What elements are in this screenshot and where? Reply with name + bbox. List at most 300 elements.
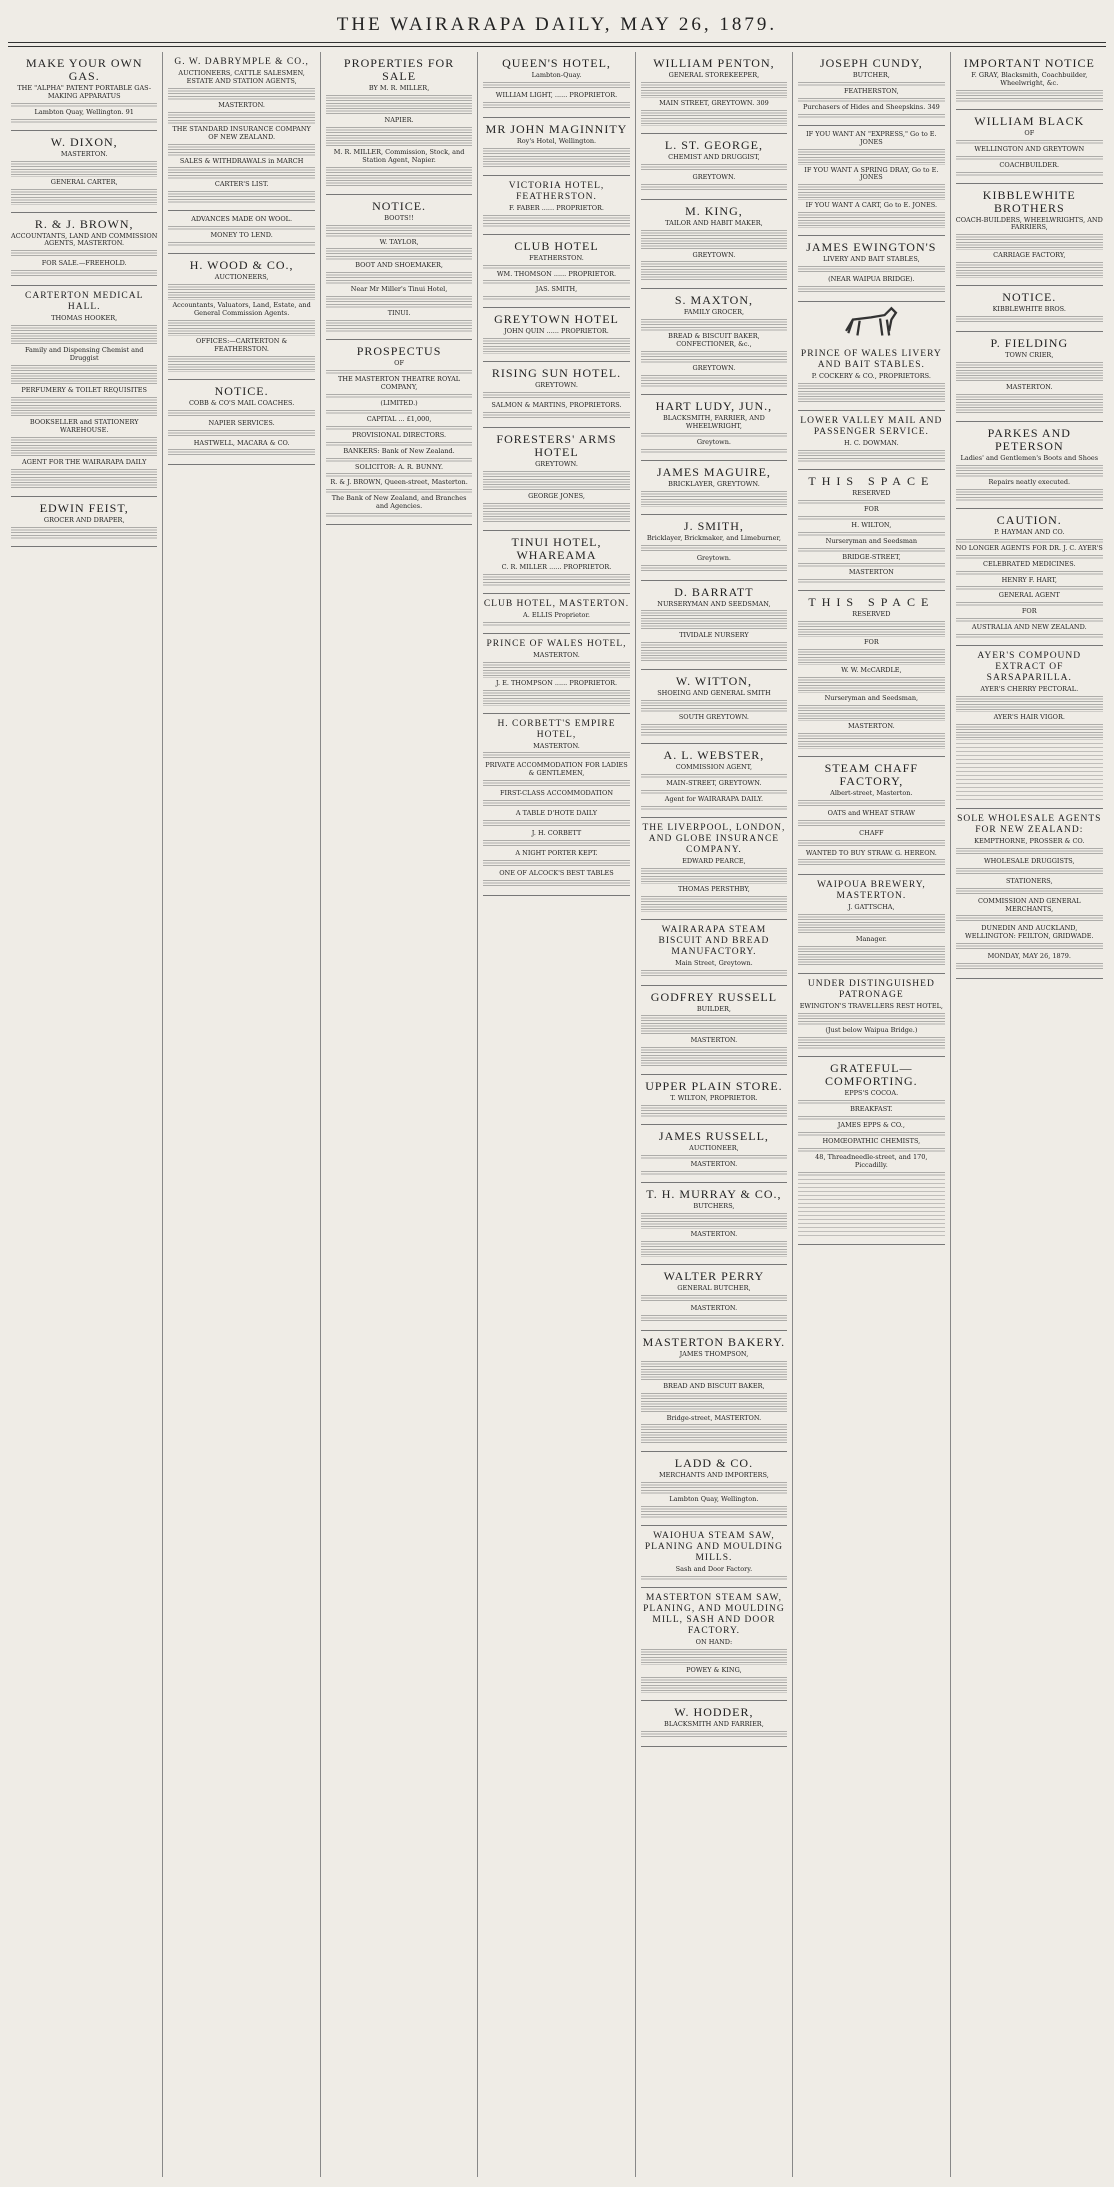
advertisement-heading: UPPER PLAIN STORE. xyxy=(645,1079,783,1094)
body-text-block xyxy=(483,820,629,828)
advertisement-line: TAILOR AND HABIT MAKER, xyxy=(665,218,763,227)
advertisement-heading: VICTORIA HOTEL, FEATHERSTON. xyxy=(508,180,605,202)
advertisement-line: THOMAS PERSTHBY, xyxy=(677,884,750,893)
advertisement-heading: S. MAXTON, xyxy=(674,293,753,308)
body-text-block xyxy=(11,103,157,107)
advertisement-line: T. WILTON, PROPRIETOR. xyxy=(670,1094,758,1103)
advertisement-line: EPPS'S COCOA. xyxy=(844,1089,899,1098)
body-text-block xyxy=(483,280,629,284)
body-text-block xyxy=(483,503,629,523)
body-text-block xyxy=(483,215,629,227)
advertisement-line: 48, Threadneedle-street, and 170, Piccadilly. xyxy=(815,1152,928,1169)
advertisement-line: COMMISSION AND GENERAL MERCHANTS, xyxy=(978,896,1081,913)
body-text-block xyxy=(168,191,314,203)
advertisement-line: The Bank of New Zealand, and Branches and Agencies. xyxy=(331,494,467,511)
body-text-block xyxy=(641,319,787,331)
body-text-block xyxy=(798,286,944,294)
advertisement-line: Greytown. xyxy=(696,553,731,562)
body-text-block xyxy=(798,1037,944,1049)
body-text-block xyxy=(168,430,314,438)
advertisement-line: KEMPTHORNE, PROSSER & CO. xyxy=(974,836,1085,845)
body-text-block xyxy=(326,473,472,477)
masthead-rule-2 xyxy=(8,46,1106,47)
advertisement-line: THE "ALPHA" PATENT PORTABLE GAS-MAKING APPARATUS xyxy=(17,84,152,100)
body-text-block xyxy=(641,1393,787,1413)
body-text-block xyxy=(326,426,472,430)
body-text-block xyxy=(798,1100,944,1104)
advertisement-heading: CAUTION. xyxy=(996,512,1062,527)
advertisement-line: Albert-street, Masterton. xyxy=(830,788,913,797)
body-text-block xyxy=(641,610,787,630)
advertisement-line: TIVIDALE NURSERY xyxy=(679,631,749,640)
advertisement-line: FAMILY GROCER, xyxy=(683,308,745,317)
body-text-block xyxy=(798,82,944,86)
advertisement xyxy=(641,515,787,581)
advertisement-line: BUTCHER, xyxy=(852,71,890,79)
advertisement xyxy=(326,340,472,525)
advertisement xyxy=(956,286,1103,332)
advertisement xyxy=(641,461,787,515)
body-text-block xyxy=(326,394,472,398)
advertisement-line: COBB & CO'S MAIL COACHES. xyxy=(188,398,295,407)
advertisement-heading: W. WITTON, xyxy=(675,674,752,689)
advertisement-line: GROCER AND DRAPER, xyxy=(43,515,125,524)
body-text-block xyxy=(483,296,629,300)
body-text-block xyxy=(956,555,1103,559)
body-text-block xyxy=(641,700,787,712)
body-text-block xyxy=(641,230,787,250)
advertisement-heading: GREYTOWN HOTEL xyxy=(494,312,619,327)
advertisement-line: Family and Dispensing Chemist and Druggist xyxy=(24,346,144,363)
column-6 xyxy=(793,52,950,2177)
advertisement-heading: LADD & CO. xyxy=(674,1456,754,1471)
advertisement-line: M. R. MILLER, Commission, Stock, and Station Agent, Napier. xyxy=(333,147,465,164)
advertisement-line: J. E. THOMPSON ...... PROPRIETOR. xyxy=(495,678,618,687)
body-text-block xyxy=(483,662,629,678)
advertisement-line: THE STANDARD INSURANCE COMPANY OF NEW ZEALAND. xyxy=(172,124,311,141)
advertisement xyxy=(956,52,1103,110)
advertisement-line: GREYTOWN. xyxy=(535,381,578,390)
advertisement-heading: MR JOHN MAGINNITY xyxy=(485,121,628,136)
advertisement-line: SALES & WITHDRAWALS in MARCH xyxy=(179,156,304,165)
advertisement-line: WHOLESALE DRUGGISTS, xyxy=(983,856,1075,865)
advertisement-line: THOMAS HOOKER, xyxy=(51,314,118,323)
body-text-block xyxy=(798,859,944,867)
advertisement xyxy=(641,1265,787,1331)
advertisement xyxy=(483,714,629,896)
body-text-block xyxy=(798,1116,944,1120)
advertisement xyxy=(641,1526,787,1588)
advertisement-line: P. COCKERY & CO., PROPRIETORS. xyxy=(811,372,931,381)
advertisement xyxy=(641,1588,787,1701)
advertisement-heading: SOLE WHOLESALE AGENTS FOR NEW ZEALAND: xyxy=(957,813,1102,835)
advertisement xyxy=(641,920,787,986)
advertisement-line: MERCHANTS AND IMPORTERS, xyxy=(659,1471,769,1480)
advertisement-line: Accountants, Valuators, Land, Estate, and General Commission Agents. xyxy=(172,301,311,317)
advertisement-line: AUCTIONEER, xyxy=(689,1144,739,1153)
advertisement-line: PERFUMERY & TOILET REQUISITES xyxy=(21,385,147,394)
advertisement xyxy=(641,818,787,920)
advertisement xyxy=(641,581,787,671)
body-text-block xyxy=(956,618,1103,622)
body-text-block xyxy=(483,471,629,491)
body-text-block xyxy=(641,1506,787,1518)
advertisement-heading: MASTERTON BAKERY. xyxy=(642,1334,786,1349)
advertisement xyxy=(11,213,157,287)
advertisement-columns xyxy=(6,52,1108,2177)
body-text-block xyxy=(168,144,314,156)
body-text-block xyxy=(641,110,787,126)
advertisement xyxy=(956,110,1103,184)
body-text-block xyxy=(956,172,1103,176)
body-text-block xyxy=(641,774,787,778)
advertisement-line: Roy's Hotel, Wellington. xyxy=(516,136,597,145)
advertisement-line: NURSERYMAN AND SEEDSMAN, xyxy=(657,599,771,608)
body-text-block xyxy=(168,242,314,246)
body-text-block xyxy=(798,621,944,637)
advertisement-heading: LOWER VALLEY MAIL AND PASSENGER SERVICE. xyxy=(800,415,943,437)
advertisement xyxy=(168,211,314,254)
advertisement-line: BUTCHERS, xyxy=(693,1202,735,1211)
advertisement-heading: NOTICE. xyxy=(214,383,269,398)
body-text-block xyxy=(956,316,1103,324)
body-text-block xyxy=(483,392,629,400)
body-text-block xyxy=(798,532,944,536)
advertisement-line: PRIVATE ACCOMMODATION FOR LADIES & GENTLEMEN, xyxy=(485,761,628,778)
body-text-block xyxy=(641,375,787,387)
advertisement-line: P. HAYMAN AND CO. xyxy=(994,527,1065,536)
body-text-block xyxy=(956,602,1103,606)
advertisement-line: HENRY F. HART, xyxy=(1001,575,1057,584)
advertisement-line: CARRIAGE FACTORY, xyxy=(993,251,1066,260)
body-text-block xyxy=(956,848,1103,856)
advertisement-heading: HART LUDY, JUN., xyxy=(655,399,773,414)
advertisement xyxy=(11,52,157,131)
advertisement-line: FEATHERSTON, xyxy=(844,86,899,95)
advertisement-heading: RISING SUN HOTEL. xyxy=(491,366,622,381)
advertisement xyxy=(483,52,629,118)
body-text-block xyxy=(326,167,472,187)
advertisement-heading: THE LIVERPOOL, LONDON, AND GLOBE INSURANCE COMPANY. xyxy=(642,822,786,855)
advertisement xyxy=(798,974,944,1057)
advertisement xyxy=(798,52,944,126)
advertisement-line: GEORGE JONES, xyxy=(528,491,585,500)
advertisement-heading: MASTERTON STEAM SAW, PLANING, AND MOULDING MILL, SASH AND DOOR FACTORY. xyxy=(643,1593,785,1637)
body-text-block xyxy=(641,1482,787,1494)
advertisement-line: W. W. McCARDLE, xyxy=(841,666,902,675)
body-text-block xyxy=(11,527,157,539)
advertisement-line: OF xyxy=(1024,128,1035,137)
body-text-block xyxy=(956,362,1103,382)
body-text-block xyxy=(956,234,1103,250)
advertisement-line: Repairs neatly executed. xyxy=(988,477,1071,486)
body-text-block xyxy=(641,1649,787,1665)
advertisement xyxy=(798,411,944,470)
advertisement-line: MAIN STREET, GREYTOWN. 309 xyxy=(659,98,769,107)
advertisement-line: WELLINGTON AND GREYTOWN xyxy=(974,144,1085,153)
advertisement xyxy=(483,308,629,362)
body-text-block xyxy=(483,840,629,848)
advertisement-line: MASTERTON. xyxy=(690,1036,738,1045)
body-text-block xyxy=(798,946,944,966)
body-text-block xyxy=(168,112,314,124)
body-text-block xyxy=(641,1105,787,1117)
advertisement-line: KIBBLEWHITE BROS. xyxy=(992,305,1066,314)
advertisement-line: MASTERTON. xyxy=(848,721,895,730)
advertisement-heading: EDWIN FEIST, xyxy=(39,500,129,515)
body-text-block xyxy=(641,545,787,553)
body-text-block xyxy=(641,1677,787,1693)
body-text-block xyxy=(956,539,1103,543)
advertisement-line: BRICKLAYER, GREYTOWN. xyxy=(668,479,760,488)
advertisement-heading: J. SMITH, xyxy=(683,518,744,533)
advertisement-line: BREAD & BISCUIT BAKER, CONFECTIONER, &c., xyxy=(668,332,760,349)
advertisement-line: MASTERTON. xyxy=(690,1160,738,1169)
advertisement xyxy=(798,757,944,876)
body-text-block xyxy=(798,1013,944,1025)
advertisement-line: COMMISSION AGENT, xyxy=(675,763,753,772)
advertisement xyxy=(483,118,629,176)
body-text-block xyxy=(641,970,787,978)
body-text-block xyxy=(483,800,629,808)
advertisement-line: A NIGHT PORTER KEPT. xyxy=(515,848,598,857)
advertisement xyxy=(641,1331,787,1453)
advertisement-line: Bridge-street, MASTERTON. xyxy=(666,1413,762,1422)
body-text-block xyxy=(326,370,472,374)
advertisement-line: ACCOUNTANTS, LAND AND COMMISSION AGENTS, MASTERTON. xyxy=(11,231,158,248)
advertisement-heading: PRINCE OF WALES LIVERY AND BAIT STABLES. xyxy=(800,349,942,371)
advertisement xyxy=(483,362,629,428)
body-text-block xyxy=(483,338,629,354)
body-text-block xyxy=(168,356,314,372)
advertisement-line: Purchasers of Hides and Sheepskins. 349 xyxy=(802,102,940,111)
advertisement-heading: A. L. WEBSTER, xyxy=(663,748,765,763)
body-text-block xyxy=(956,724,1103,740)
advertisement xyxy=(798,344,944,411)
advertisement-line: ONE OF ALCOCK'S BEST TABLES xyxy=(499,868,614,877)
advertisement-line: SOUTH GREYTOWN. xyxy=(678,713,749,722)
body-text-block xyxy=(798,450,944,462)
advertisement-line: CARTER'S LIST. xyxy=(214,180,269,189)
body-text-block xyxy=(483,752,629,760)
advertisement-heading: UNDER DISTINGUISHED PATRONAGE xyxy=(807,979,935,1001)
advertisement-line: MASTERTON. xyxy=(218,100,265,109)
advertisement-line: F. GRAY, Blacksmith, Coachbuilder, Wheelwright, &c. xyxy=(971,71,1088,87)
body-text-block xyxy=(956,963,1103,971)
body-text-block xyxy=(956,743,1103,803)
advertisement xyxy=(483,428,629,531)
advertisement-line: Nurseryman and Seedsman, xyxy=(824,694,919,703)
body-text-block xyxy=(641,1295,787,1303)
body-text-block xyxy=(798,677,944,693)
body-text-block xyxy=(326,127,472,147)
column-5 xyxy=(636,52,793,2177)
advertisement-line: MASTERTON. xyxy=(690,1303,738,1312)
body-text-block xyxy=(798,733,944,749)
advertisement-line: Lambton Quay, Wellington. 91 xyxy=(34,107,134,116)
body-text-block xyxy=(956,634,1103,638)
advertisement-line: A TABLE D'HOTE DAILY xyxy=(515,809,598,818)
advertisement-heading: IMPORTANT NOTICE xyxy=(963,56,1095,70)
body-text-block xyxy=(798,914,944,934)
body-text-block xyxy=(798,820,944,828)
advertisement-line: GREYTOWN. xyxy=(692,172,736,181)
advertisement-line: JOHN QUIN ...... PROPRIETOR. xyxy=(504,327,609,336)
advertisement-line: AUSTRALIA AND NEW ZEALAND. xyxy=(971,623,1087,632)
body-text-block xyxy=(168,226,314,230)
advertisement-line: IF YOU WANT A CART, Go to E. JONES. xyxy=(805,201,938,210)
advertisement-line: FOR xyxy=(863,504,879,513)
advertisement xyxy=(483,235,629,309)
advertisement-heading: L. ST. GEORGE, xyxy=(664,137,763,152)
advertisement-line: SOLICITOR: A. R. BUNNY. xyxy=(355,462,444,471)
advertisement-heading: WAIPOUA BREWERY, MASTERTON. xyxy=(816,880,926,902)
advertisement-heading: JOSEPH CUNDY, xyxy=(819,56,923,70)
advertisement-heading: WILLIAM PENTON, xyxy=(653,56,775,70)
masthead: THE WAIRARAPA DAILY, MAY 26, 1879. xyxy=(336,14,778,35)
body-text-block xyxy=(483,574,629,586)
body-text-block xyxy=(641,868,787,884)
body-text-block xyxy=(641,642,787,662)
advertisement-line: GREYTOWN. xyxy=(535,460,578,469)
advertisement xyxy=(641,200,787,290)
body-text-block xyxy=(798,383,944,403)
advertisement-line: Lambton Quay, Wellington. xyxy=(669,1495,759,1504)
body-text-block xyxy=(641,1171,787,1175)
advertisement-line: GENERAL AGENT xyxy=(998,591,1060,600)
advertisement-line: TINUI. xyxy=(387,309,411,318)
advertisement-line: H. C. DOWMAN. xyxy=(844,438,899,447)
body-text-block xyxy=(956,394,1103,414)
body-text-block xyxy=(798,266,944,274)
advertisement-line: CHAFF xyxy=(859,828,884,837)
advertisement-line: CAPITAL ... £1,000, xyxy=(366,414,432,423)
body-text-block xyxy=(641,1241,787,1257)
advertisement xyxy=(483,594,629,634)
body-text-block xyxy=(168,410,314,418)
body-text-block xyxy=(956,943,1103,951)
body-text-block xyxy=(11,189,157,205)
body-text-block xyxy=(483,622,629,626)
body-text-block xyxy=(956,262,1103,278)
advertisement-heading: AYER'S COMPOUND EXTRACT OF SARSAPARILLA. xyxy=(977,651,1082,684)
body-text-block xyxy=(798,516,944,520)
advertisement-heading: PROSPECTUS xyxy=(356,344,442,359)
advertisement-line: CELEBRATED MEDICINES. xyxy=(982,559,1076,568)
advertisement xyxy=(798,875,944,974)
advertisement-heading: WAIRARAPA STEAM BISCUIT AND BREAD MANUFACTORY. xyxy=(658,924,770,957)
body-text-block xyxy=(956,465,1103,477)
advertisement-heading: KIBBLEWHITE BROTHERS xyxy=(982,187,1076,215)
advertisement-line: C. R. MILLER ...... PROPRIETOR. xyxy=(501,562,612,571)
body-text-block xyxy=(956,90,1103,102)
body-text-block xyxy=(483,412,629,420)
advertisement-line: IF YOU WANT A SPRING DRAY, Go to E. JONES xyxy=(804,165,939,182)
advertisement xyxy=(956,646,1103,809)
advertisement-line: Near Mr Miller's Tinui Hotel, xyxy=(350,285,448,294)
advertisement xyxy=(641,670,787,744)
body-text-block xyxy=(326,489,472,493)
advertisement xyxy=(956,332,1103,422)
advertisement-line: GREYTOWN. xyxy=(692,364,736,373)
advertisement xyxy=(168,254,314,380)
body-text-block xyxy=(326,442,472,446)
column-4 xyxy=(478,52,635,2177)
body-text-block xyxy=(956,696,1103,712)
column-1 xyxy=(6,52,163,2177)
body-text-block xyxy=(168,284,314,300)
body-text-block xyxy=(956,156,1103,160)
body-text-block xyxy=(956,888,1103,896)
body-text-block xyxy=(798,705,944,721)
advertisement xyxy=(956,184,1103,287)
body-text-block xyxy=(641,565,787,573)
advertisement xyxy=(956,422,1103,509)
advertisement-heading: PROPERTIES FOR SALE xyxy=(343,56,455,83)
advertisement-heading: CARTERTON MEDICAL HALL. xyxy=(25,291,144,313)
advertisement-line: GENERAL STOREKEEPER, xyxy=(668,71,760,79)
advertisement-line: BOOTS!! xyxy=(384,213,414,222)
body-text-block xyxy=(641,1015,787,1035)
advertisement-line: Main Street, Greytown. xyxy=(675,958,753,967)
advertisement-line: NAPIER SERVICES. xyxy=(208,418,275,427)
advertisement-heading: JAMES EWINGTON'S xyxy=(806,240,937,255)
advertisement xyxy=(326,195,472,341)
advertisement-line: MASTERTON. xyxy=(533,741,580,750)
advertisement xyxy=(641,1701,787,1747)
advertisement xyxy=(11,131,157,213)
advertisement-line: EDWARD PEARCE, xyxy=(682,856,746,865)
advertisement-heading: STEAM CHAFF FACTORY, xyxy=(824,760,919,788)
advertisement-line: RESERVED xyxy=(852,610,891,619)
advertisement-line: LIVERY AND BAIT STABLES, xyxy=(822,255,920,264)
advertisement-line: BREAD AND BISCUIT BAKER, xyxy=(663,1381,765,1390)
body-text-block xyxy=(641,790,787,794)
advertisement xyxy=(641,744,787,818)
advertisement xyxy=(641,1075,787,1125)
body-text-block xyxy=(798,579,944,583)
body-text-block xyxy=(641,164,787,172)
body-text-block xyxy=(641,1361,787,1381)
advertisement xyxy=(641,52,787,134)
advertisement-line: Bricklayer, Brickmaker, and Limeburner, xyxy=(646,533,781,542)
advertisement-heading: M. KING, xyxy=(685,203,743,218)
body-text-block xyxy=(483,82,629,90)
advertisement xyxy=(641,289,787,395)
advertisement-heading: TINUI HOTEL, WHAREAMA xyxy=(511,534,602,562)
advertisement-line: AUCTIONEERS, xyxy=(214,273,269,282)
body-text-block xyxy=(956,571,1103,575)
advertisement-line: DUNEDIN AND AUCKLAND, WELLINGTON: FEILTON, GRIDWADE. xyxy=(965,924,1094,941)
body-text-block xyxy=(798,840,944,848)
advertisement-heading: H. WOOD & CO., xyxy=(189,258,294,273)
advertisement xyxy=(483,634,629,714)
advertisement-line: BRIDGE-STREET, xyxy=(842,552,901,561)
body-text-block xyxy=(483,148,629,168)
advertisement xyxy=(168,380,314,466)
advertisement-line: (LIMITED.) xyxy=(380,398,418,407)
body-text-block xyxy=(11,161,157,177)
body-text-block xyxy=(641,806,787,810)
advertisement xyxy=(641,986,787,1076)
advertisement-line: PROVISIONAL DIRECTORS. xyxy=(352,430,447,439)
advertisement-heading: FORESTERS' ARMS HOTEL xyxy=(496,432,617,460)
body-text-block xyxy=(168,449,314,457)
advertisement-line: HASTWELL, MACARA & CO. xyxy=(193,438,290,447)
advertisement-line: POWEY & KING, xyxy=(686,1666,742,1675)
advertisement-heading: WILLIAM BLACK xyxy=(974,113,1085,128)
body-text-block xyxy=(326,410,472,414)
